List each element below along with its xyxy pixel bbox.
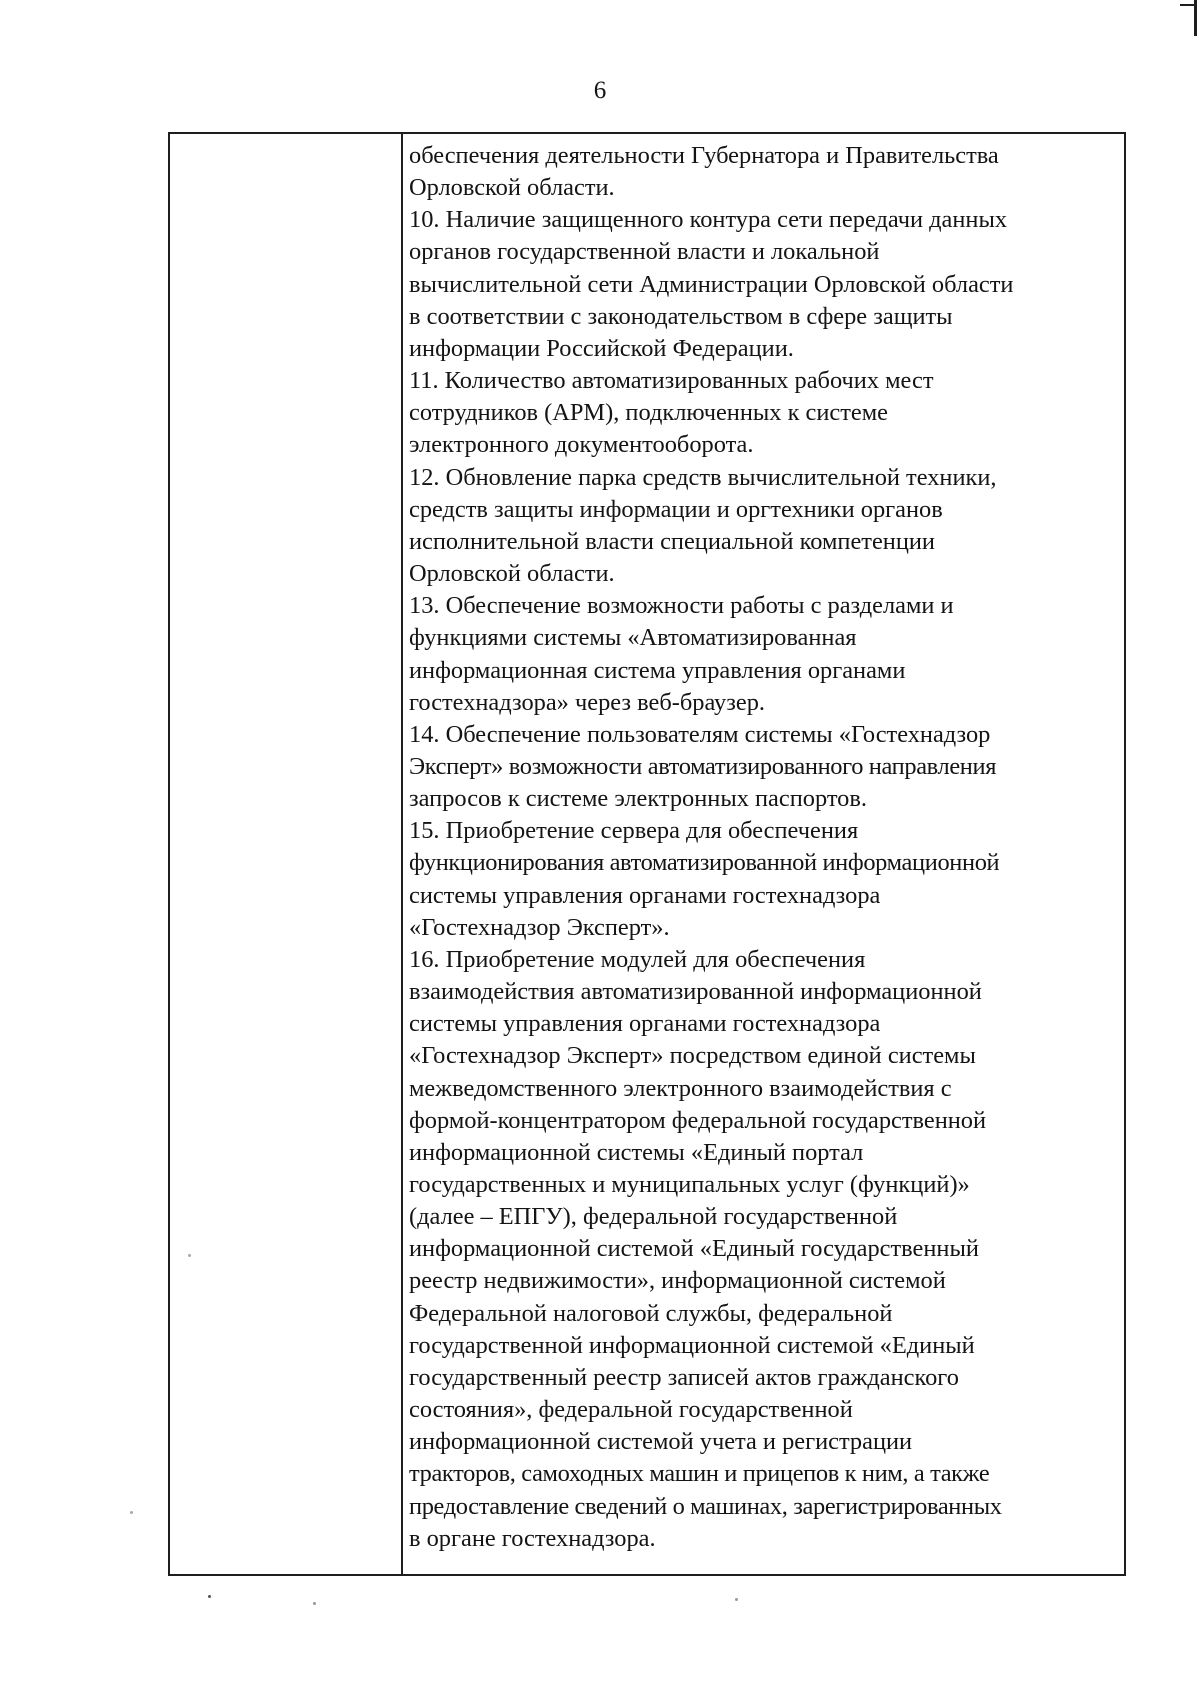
text-line: Федеральной налоговой службы, федеральной [409,1299,893,1327]
text-line: 16. Приобретение модулей для обеспечения [409,945,866,973]
text-line: гостехнадзора» через веб-браузер. [409,688,765,716]
text-line: 13. Обеспечение возможности работы с разделами и [409,592,954,620]
page-number: 6 [593,77,607,104]
text-line: состояния», федеральной государственной [409,1396,853,1424]
text-line: вычислительной сети Администрации Орловской области [409,270,1014,298]
text-line: запросов к системе электронных паспортов. [409,785,867,813]
text-line: органов государственной власти и локальной [409,238,880,266]
text-line: Эксперт» возможности автоматизированного направления [409,752,997,780]
text-line: взаимодействия автоматизированной информационной [409,978,982,1006]
text-line: государственный реестр записей актов гражданского [409,1363,959,1391]
text-line: 10. Наличие защищенного контура сети передачи данных [409,206,1008,234]
text-line: государственных и муниципальных услуг (функций)» [409,1171,970,1198]
text-line: 11. Количество автоматизированных рабочих мест [409,367,934,395]
text-line: 15. Приобретение сервера для обеспечения [409,817,859,845]
text-line: 14. Обеспечение пользователям системы «Гостехнадзор [409,720,991,748]
text-line: функциями системы «Автоматизированная [409,624,857,652]
text-line: государственной информационной системой «Единый [409,1331,975,1359]
text-line: информации Российской Федерации. [409,334,794,362]
text-line: межведомственного электронного взаимодействия с [409,1074,952,1102]
text-line: системы управления органами гостехнадзора [409,1010,881,1038]
scan-speck [313,1602,316,1605]
text-line: тракторов, самоходных машин и прицепов к ним, а также [409,1460,990,1488]
text-line: функционирования автоматизированной информационной [409,849,1000,877]
text-line: Орловской области. [409,174,615,202]
text-line: в соответствии с законодательством в сфере защиты [409,302,953,330]
text-line: «Гостехнадзор Эксперт». [409,913,670,941]
text-line: Орловской области. [409,560,615,588]
text-line: системы управления органами гостехнадзора [409,881,881,909]
text-line: (далее – ЕПГУ), федеральной государственной [409,1203,898,1231]
text-line: реестр недвижимости», информационной системой [409,1267,946,1295]
document-table [168,132,1126,1576]
table-cell-right [403,134,1124,1574]
text-line: средств защиты информации и оргтехники органов [409,495,943,523]
text-line: информационная система управления органами [409,656,906,684]
text-line: информационной системой «Единый государственный [409,1235,979,1263]
text-line: формой-концентратором федеральной государственной [409,1106,987,1134]
text-line: обеспечения деятельности Губернатора и Правительства [409,142,999,169]
scan-corner-mark [1194,0,1197,36]
scan-speck [208,1595,211,1598]
text-line: 12. Обновление парка средств вычислительной техники, [409,463,997,491]
text-line: информационной системой учета и регистрации [409,1428,913,1456]
text-line: в органе гостехнадзора. [409,1524,656,1552]
scan-speck [188,1254,191,1257]
text-line: «Гостехнадзор Эксперт» посредством единой системы [409,1042,976,1070]
text-line: сотрудников (АРМ), подключенных к системе [409,399,888,427]
table-cell-left [170,134,403,1574]
text-line: электронного документооборота. [409,431,754,459]
text-line: исполнительной власти специальной компетенции [409,527,935,555]
text-line: информационной системы «Единый портал [409,1138,864,1166]
scan-speck [130,1511,133,1514]
text-line: предоставление сведений о машинах, зарегистрированных [409,1492,1002,1520]
scan-speck [735,1598,738,1601]
